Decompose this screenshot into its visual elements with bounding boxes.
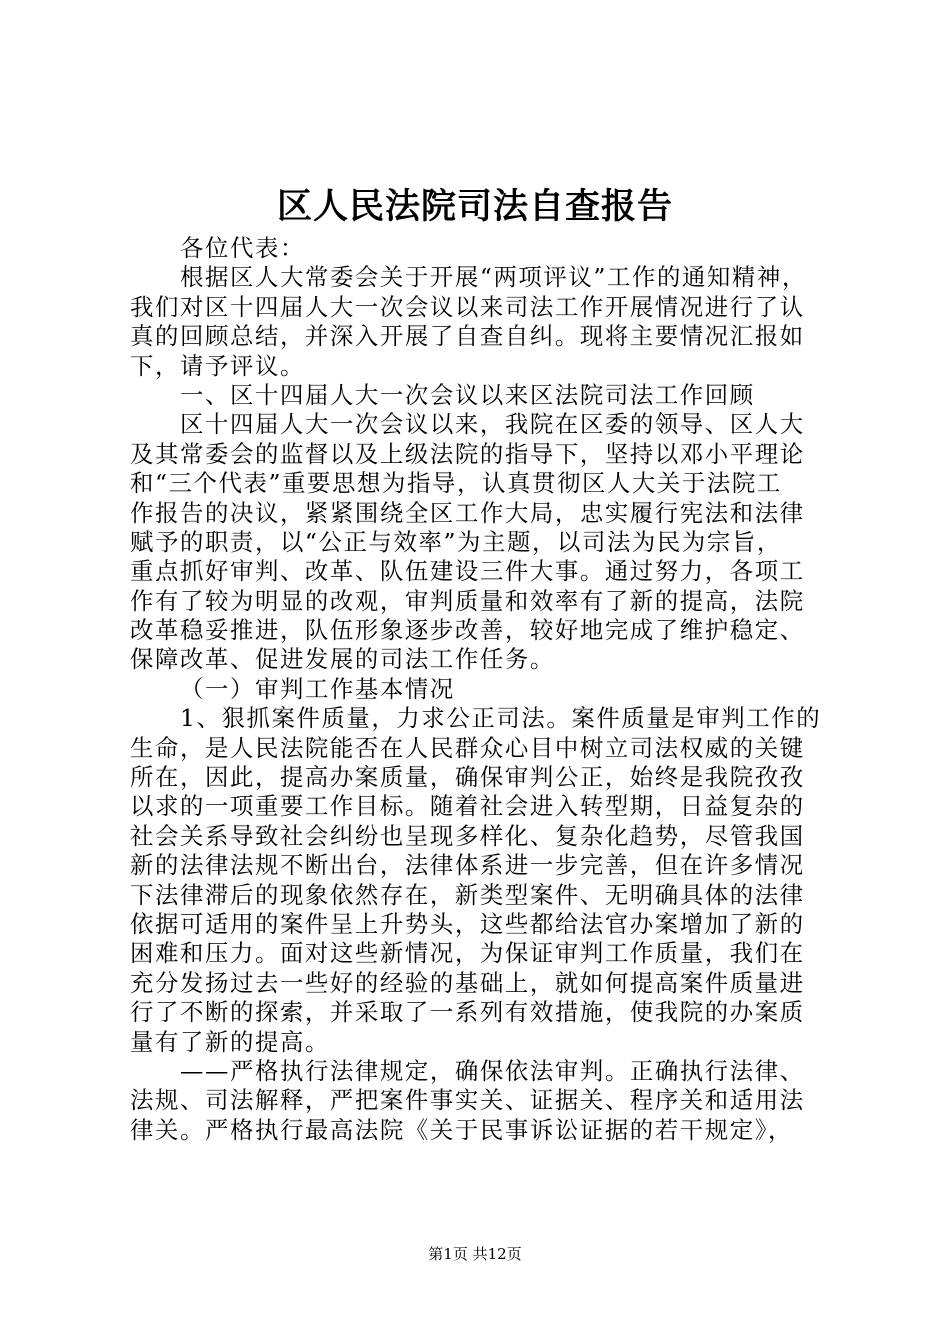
document-body <box>130 234 830 1145</box>
paragraph-line: 以求的一项重要工作目标。随着社会进入转型期，日益复杂的 <box>130 792 805 821</box>
paragraph-line: 社会关系导致社会纠纷也呈现多样化、复杂化趋势，尽管我国 <box>130 821 805 850</box>
paragraph-line: 作有了较为明显的改观，审判质量和效率有了新的提高，法院 <box>130 586 805 615</box>
paragraph-line: 重点抓好审判、改革、队伍建设三件大事。通过努力，各项工 <box>130 557 805 586</box>
section-heading: 一、区十四届人大一次会议以来区法院司法工作回顾 <box>180 380 755 409</box>
paragraph-line: ——严格执行法律规定，确保依法审判。正确执行法律、 <box>180 1056 805 1085</box>
paragraph-line: 1、狠抓案件质量，力求公正司法。案件质量是审判工作的 <box>180 704 822 733</box>
paragraph-line: 生命，是人民法院能否在人民群众心目中树立司法权威的关键 <box>130 733 805 762</box>
paragraph-line: 量有了新的提高。 <box>130 1027 330 1056</box>
paragraph-line: 区十四届人大一次会议以来，我院在区委的领导、区人大 <box>180 410 805 439</box>
page-number-footer: 第1页 共12页 <box>428 1245 522 1263</box>
paragraph-line: 真的回顾总结，并深入开展了自查自纠。现将主要情况汇报如 <box>130 322 805 351</box>
document-title: 区人民法院司法自查报告 <box>276 186 673 227</box>
paragraph-line: 下法律滞后的现象依然存在，新类型案件、无明确具体的法律 <box>130 880 805 909</box>
paragraph-line: 及其常委会的监督以及上级法院的指导下，坚持以邓小平理论 <box>130 439 805 468</box>
paragraph-line: 改革稳妥推进，队伍形象逐步改善，较好地完成了维护稳定、 <box>130 616 805 645</box>
paragraph-line: 根据区人大常委会关于开展“两项评议”工作的通知精神， <box>180 263 807 292</box>
paragraph-line: 保障改革、促进发展的司法工作任务。 <box>130 645 555 674</box>
paragraph-line: 新的法律法规不断出台，法律体系进一步完善，但在许多情况 <box>130 851 805 880</box>
paragraph-line: 下，请予评议。 <box>130 351 305 380</box>
subsection-heading: （一）审判工作基本情况 <box>180 674 455 703</box>
paragraph-line: 充分发扬过去一些好的经验的基础上，就如何提高案件质量进 <box>130 968 805 997</box>
paragraph-line: 法规、司法解释，严把案件事实关、证据关、程序关和适用法 <box>130 1086 805 1115</box>
paragraph-line: 行了不断的探索，并采取了一系列有效措施，使我院的办案质 <box>130 998 805 1027</box>
paragraph-line: 赋予的职责，以“公正与效率”为主题，以司法为民为宗旨， <box>130 527 782 556</box>
paragraph-line: 作报告的决议，紧紧围绕全区工作大局，忠实履行宪法和法律 <box>130 498 805 527</box>
paragraph-line: 和“三个代表”重要思想为指导，认真贯彻区人大关于法院工 <box>130 469 782 498</box>
paragraph-line: 依据可适用的案件呈上升势头，这些都给法官办案增加了新的 <box>130 909 805 938</box>
paragraph-line: 我们对区十四届人大一次会议以来司法工作开展情况进行了认 <box>130 292 805 321</box>
paragraph-line: 困难和压力。面对这些新情况，为保证审判工作质量，我们在 <box>130 939 805 968</box>
paragraph-line: 所在，因此，提高办案质量，确保审判公正，始终是我院孜孜 <box>130 763 805 792</box>
salutation-line: 各位代表： <box>180 234 305 262</box>
paragraph-line: 律关。严格执行最高法院《关于民事诉讼证据的若干规定》， <box>130 1115 794 1144</box>
